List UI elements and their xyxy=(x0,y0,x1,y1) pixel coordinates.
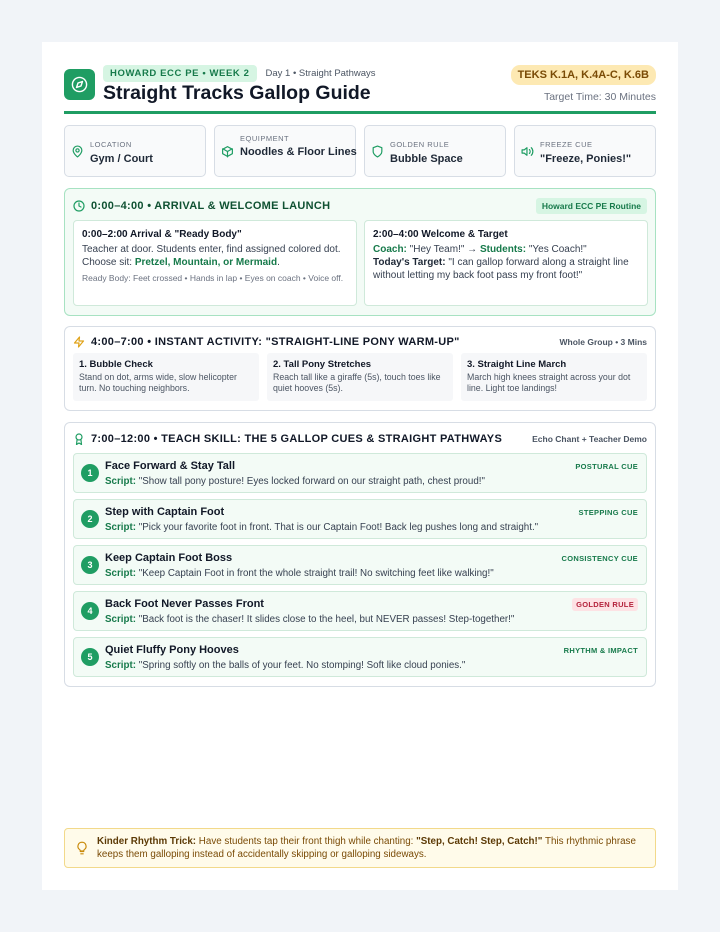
day-label: Day 1 • Straight Pathways xyxy=(265,68,376,79)
step-title: 2. Tall Pony Stretches xyxy=(273,359,372,370)
gallop-cue xyxy=(73,545,647,585)
cue-script: Script: "Back foot is the chaser! It slides close to the heel, but NEVER passes! Step-together!" xyxy=(105,614,515,625)
header xyxy=(64,64,656,114)
info-label: GOLDEN RULE xyxy=(390,140,450,149)
compass-icon xyxy=(64,69,95,100)
cue-name: Back Foot Never Passes Front xyxy=(105,598,264,610)
info-row xyxy=(64,125,656,177)
todays-target: Today's Target: "I can gallop forward along a straight line without letting my back foot pass my front foot!" xyxy=(373,257,629,281)
arrival-card xyxy=(73,220,357,306)
kicker xyxy=(103,65,376,82)
info-value: Noodles & Floor Lines xyxy=(240,146,357,158)
arrival-title: 0:00–4:00 • ARRIVAL & WELCOME LAUNCH xyxy=(91,200,331,212)
warmup-tag: Whole Group • 3 Mins xyxy=(559,337,647,347)
teks-badge: TEKS K.1A, K.4A-C, K.6B xyxy=(511,65,656,85)
info-label: LOCATION xyxy=(90,140,132,149)
clock-icon xyxy=(73,200,85,212)
cue-script: Script: "Keep Captain Foot in front the whole straight trail! No switching feet like walking!" xyxy=(105,568,494,579)
golden-rule-badge: GOLDEN RULE xyxy=(572,598,638,611)
cue-badge: POSTURAL CUE xyxy=(575,462,638,471)
cue-number: 2 xyxy=(81,510,99,528)
lightning-icon xyxy=(73,336,85,348)
cue-number: 4 xyxy=(81,602,99,620)
award-icon xyxy=(73,433,85,445)
cue-badge: RHYTHM & IMPACT xyxy=(563,646,638,655)
call-response: Coach: "Hey Team!" → Students: "Yes Coach!" xyxy=(373,244,587,255)
teach-section xyxy=(64,422,656,687)
cue-number: 3 xyxy=(81,556,99,574)
map-pin-icon xyxy=(71,145,84,158)
page-title: Straight Tracks Gallop Guide xyxy=(103,82,371,104)
cube-icon xyxy=(221,145,234,158)
target-time: Target Time: 30 Minutes xyxy=(543,91,656,103)
cue-name: Step with Captain Foot xyxy=(105,506,225,518)
gallop-cue xyxy=(73,453,647,493)
cue-badge: STEPPING CUE xyxy=(578,508,638,517)
warmup-step xyxy=(73,353,259,401)
lesson-page xyxy=(42,42,678,890)
step-text: March high knees straight across your dot line. Light toe landings! xyxy=(467,372,631,393)
routine-tag: Howard ECC PE Routine xyxy=(536,198,647,214)
gallop-cue xyxy=(73,637,647,677)
info-freeze-cue xyxy=(514,125,656,177)
cue-number: 5 xyxy=(81,648,99,666)
step-text: Reach tall like a giraffe (5s), touch toes like quiet hooves (5s). xyxy=(273,372,441,393)
info-value: Bubble Space xyxy=(390,153,463,165)
welcome-heading: 2:00–4:00 Welcome & Target xyxy=(373,229,508,240)
step-title: 1. Bubble Check xyxy=(79,359,153,370)
cue-name: Keep Captain Foot Boss xyxy=(105,552,233,564)
gallop-cue xyxy=(73,591,647,631)
info-value: "Freeze, Ponies!" xyxy=(540,153,632,165)
step-title: 3. Straight Line March xyxy=(467,359,567,370)
speaker-icon xyxy=(521,145,534,158)
teach-tag: Echo Chant + Teacher Demo xyxy=(532,434,647,444)
cue-name: Face Forward & Stay Tall xyxy=(105,460,236,472)
arrival-text: Teacher at door. Students enter, find assigned colored dot. Choose sit: Pretzel, Mountain, or Mermaid. xyxy=(82,244,341,268)
step-text: Stand on dot, arms wide, slow helicopter turn. No touching neighbors. xyxy=(79,372,237,393)
cue-script: Script: "Show tall pony posture! Eyes locked forward on our straight path, chest proud!" xyxy=(105,476,485,487)
cue-script: Script: "Pick your favorite foot in front. That is our Captain Foot! Back leg pushes long and straight." xyxy=(105,522,539,533)
sit-choices: Pretzel, Mountain, or Mermaid xyxy=(134,257,278,268)
welcome-card xyxy=(364,220,648,306)
arrival-section xyxy=(64,188,656,316)
teach-title: 7:00–12:00 • TEACH SKILL: THE 5 GALLOP CUES & STRAIGHT PATHWAYS xyxy=(91,433,503,445)
lightbulb-icon xyxy=(75,840,89,856)
warmup-title: 4:00–7:00 • INSTANT ACTIVITY: "STRAIGHT-LINE PONY WARM-UP" xyxy=(91,336,460,348)
week-pill: HOWARD ECC PE • WEEK 2 xyxy=(103,65,257,82)
info-label: EQUIPMENT xyxy=(240,134,290,143)
warmup-section xyxy=(64,326,656,411)
warmup-step xyxy=(267,353,453,401)
cue-number: 1 xyxy=(81,464,99,482)
tip-text: Kinder Rhythm Trick: Have students tap their front thigh while chanting: "Step, Catch! Step, Catch!" This rhythmic phrase keeps them galloping instead of accidentally skipping or galloping sideways. xyxy=(97,836,636,860)
info-label: FREEZE CUE xyxy=(540,140,593,149)
info-equipment xyxy=(214,125,356,177)
cue-name: Quiet Fluffy Pony Hooves xyxy=(105,644,239,656)
cue-script: Script: "Spring softly on the balls of your feet. No stomping! Soft like cloud ponies." xyxy=(105,660,466,671)
cue-badge: CONSISTENCY CUE xyxy=(561,554,638,563)
rhythm-tip xyxy=(64,828,656,868)
warmup-step xyxy=(461,353,647,401)
info-value: Gym / Court xyxy=(90,153,153,165)
info-golden-rule xyxy=(364,125,506,177)
gallop-cue xyxy=(73,499,647,539)
ready-body-note: Ready Body: Feet crossed • Hands in lap • Eyes on coach • Voice off. xyxy=(82,273,344,283)
shield-icon xyxy=(371,145,384,158)
info-location xyxy=(64,125,206,177)
arrival-heading: 0:00–2:00 Arrival & "Ready Body" xyxy=(82,229,242,240)
